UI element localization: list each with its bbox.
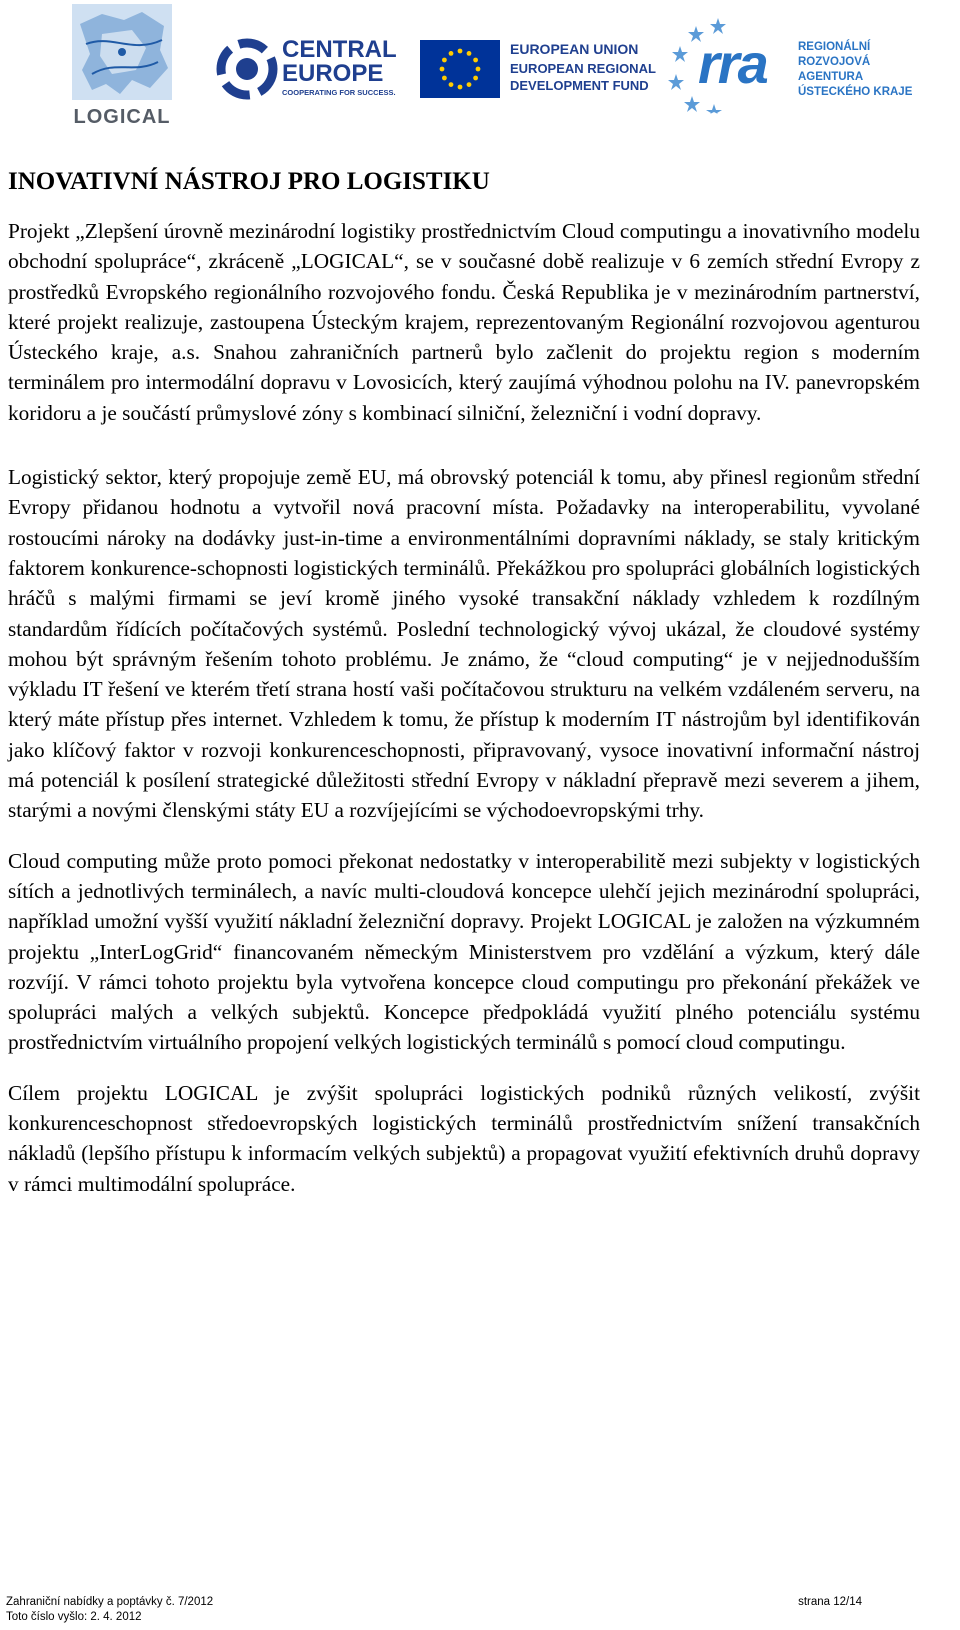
- paragraph-logistics-sector: Logistický sektor, který propojuje země EU, má obrovský potenciál k tomu, aby přinesl regionům střední Evropy přidanou hodnotu a vytvořil nová pracovní místa. Požadavky na interoperabilitu, vyvolané rostoucími nároky na dodávky just-in-time a environmentálními dopravními náklady, se staly kritickým faktorem konkurence-schopnosti logistických terminálů. Překážkou pro spolupráci globálních logistických hráčů s malými firmami se jeví kromě jiného vysoké transakční náklady vzhledem k rozdílným standardům řídících počítačových systémů. Poslední technologický vývoj ukázal, že cloudové systémy mohou být správným řešením tohoto problému. Je známo, že “cloud computing“ je v nejjednodušším výkladu IT řešení ve kterém třetí strana hostí vaši počítačovou strukturu na velkém vzdáleném serveru, na který máte přístup přes internet. Vzhledem k tomu, že přístup k moderním IT nástrojům byl identifikován jako klíčový faktor v rozvoji konkurenceschopnosti, připravovaný, vysoce inovativní informační nástroj má potenciál k posílení strategické důležitosti střední Evropy v nákladní přepravě mezi severem a jihem, starými a novými členskými státy EU a rozvíjejícími se východoevropskými trhy.: [8, 465, 920, 823]
- rra-mark: rra: [698, 32, 767, 95]
- article-title: INOVATIVNÍ NÁSTROJ PRO LOGISTIKU: [8, 168, 490, 195]
- rra-line2: ROZVOJOVÁ: [798, 56, 871, 68]
- logo-bar: [0, 0, 960, 140]
- rra-line4: ÚSTECKÉHO KRAJE: [798, 86, 913, 98]
- eu-line3: DEVELOPMENT FUND: [510, 78, 649, 93]
- rra-logo: [666, 16, 913, 114]
- logical-logo-text: LOGICAL: [73, 106, 171, 128]
- paragraph-cloud-computing: Cloud computing může proto pomoci překonat nedostatky v interoperabilitě mezi subjekty v logistických sítích a jednotlivých terminálech, a navíc multi-cloudová koncepce ulehčí jejich mezinárodní spolupráci, například umožní vyšší využití nákladní železniční dopravy. Projekt LOGICAL je založen na výzkumném projektu „InterLogGrid“ financovaném německým Ministerstvem pro vzdělání a výzkum, který dále rozvíjí. V rámci tohoto projektu byla vytvořena koncepce cloud computingu pro překonání překážek ve spolupráci malých a velkých subjektů. Koncepce předpokládá využití plného potenciálu systému prostřednictvím virtuálního propojení velkých logistických terminálů s pomocí cloud computingu.: [8, 848, 920, 1055]
- rra-line1: REGIONÁLNÍ: [798, 41, 871, 53]
- central-europe-tagline: COOPERATING FOR SUCCESS.: [282, 88, 396, 97]
- paragraph-project-goal: Cílem projektu LOGICAL je zvýšit spolupráci logistických podniků různých velikostí, zvýšit konkurenceschopnost středoevropských logistických terminálů prostřednictvím snížení transakčních nákladů (lepšího přístupu k informacím velkých subjektů) a propagovat využití efektivních druhů dopravy v rámci multimodální spolupráce.: [8, 1080, 920, 1196]
- rra-line3: AGENTURA: [798, 71, 864, 83]
- footer-issue-date: Toto číslo vyšlo: 2. 4. 2012: [6, 1611, 142, 1623]
- page-footer: [6, 1595, 862, 1625]
- eu-flag-icon: [420, 40, 500, 98]
- article-body: [8, 216, 920, 1219]
- eu-line2: EUROPEAN REGIONAL: [510, 61, 656, 76]
- paragraph-intro: Projekt „Zlepšení úrovně mezinárodní logistiky prostřednictvím Cloud computingu a inovativního modelu obchodní spolupráce“, zkráceně „LOGICAL“, se v současné době realizuje v 6 zemích střední Evropy z prostředků Evropského regionálního rozvojového fondu. Česká Republika je v mezinárodním partnerství, které projekt realizuje, zastoupena Ústeckým krajem, reprezentovaným Regionální rozvojovou agenturou Ústeckého kraje, a.s. Snahou zahraničních partnerů bylo začlenit do projektu region s moderním terminálem pro intermodální dopravu v Lovosicích, který zaujímá výhodnou polohu na IV. panevropském koridoru a je součástí průmyslové zóny s kombinací silniční, železniční i vodní dopravy.: [8, 219, 920, 425]
- eu-line1: EUROPEAN UNION: [510, 41, 639, 57]
- central-europe-line2: EUROPE: [282, 60, 384, 87]
- eu-logo: [420, 38, 656, 100]
- footer-page-number: strana 12/14: [798, 1596, 862, 1608]
- central-europe-swirl-icon: [216, 38, 278, 100]
- footer-publication: Zahraniční nabídky a poptávky č. 7/2012: [6, 1596, 214, 1608]
- logical-logo: [72, 4, 172, 128]
- central-europe-line1: CENTRAL: [282, 36, 397, 63]
- central-europe-logo: [216, 38, 404, 100]
